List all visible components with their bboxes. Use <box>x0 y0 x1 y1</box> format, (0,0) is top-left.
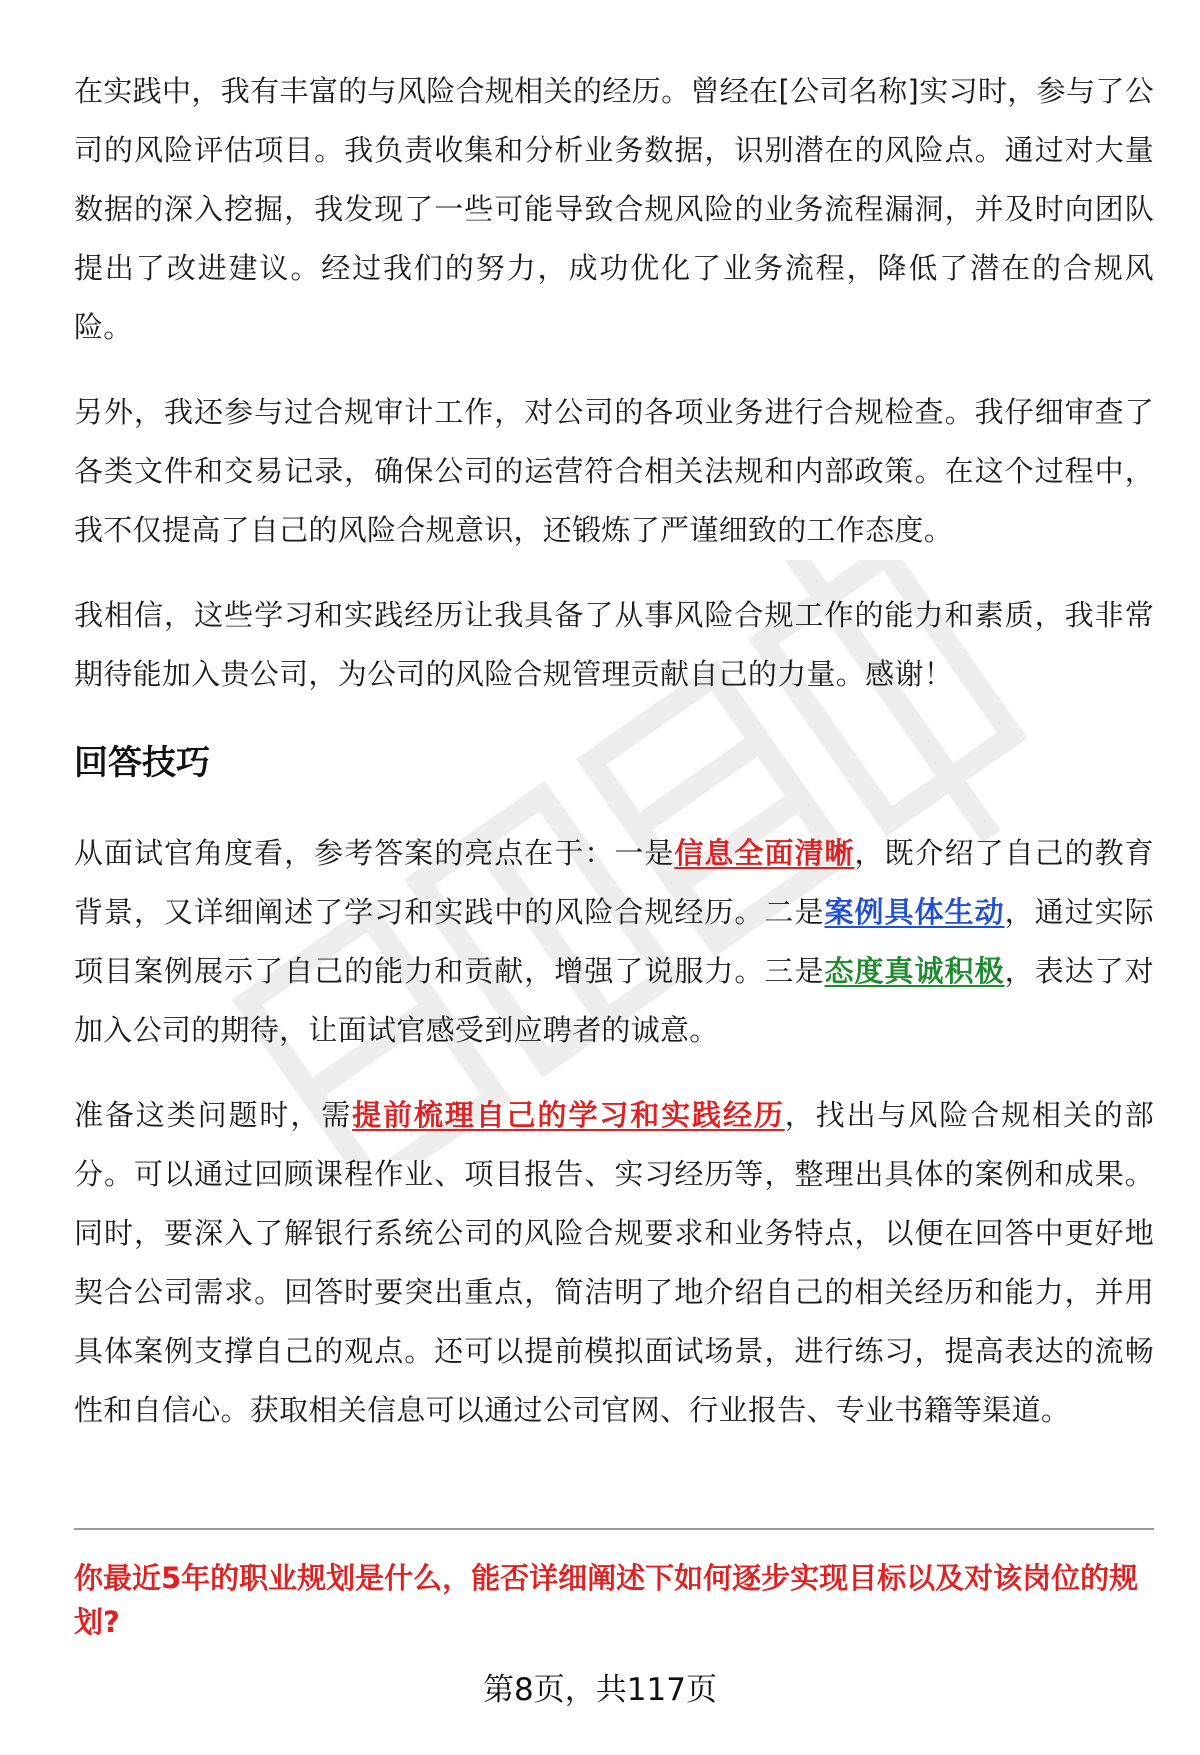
highlight-sort-experience: 提前梳理自己的学习和实践经历 <box>352 1098 785 1132</box>
paragraph-audit-experience: 另外，我还参与过合规审计工作，对公司的各项业务进行合规检查。我仔细审查了各类文件和交易记录，确保公司的运营符合相关法规和内部政策。在这个过程中，我不仅提高了自己的风险合规意识，还锻炼了严谨细致的工作态度。 <box>74 395 1154 547</box>
text-segment: ，通过实际项目案例展示了自己的能力和贡献，增强了说服力。三是 <box>74 895 1154 988</box>
highlight-info-clear: 信息全面清晰 <box>674 836 855 870</box>
text-segment: ，表达了对加入公司的期待，让面试官感受到应聘者的诚意。 <box>74 954 1154 1047</box>
paragraph-interviewer-view <box>74 824 1154 1060</box>
document-body <box>74 62 1154 1466</box>
text-segment: ，既介绍了自己的教育背景，又详细阐述了学习和实践中的风险合规经历。二是 <box>74 836 1154 929</box>
highlight-attitude-sincere: 态度真诚积极 <box>824 954 1005 988</box>
paragraph-preparation-advice <box>74 1086 1154 1440</box>
text-segment: ，找出与风险合规相关的部分。可以通过回顾课程作业、项目报告、实习经历等，整理出具体的案例和成果。同时，要深入了解银行系统公司的风险合规要求和业务特点，以便在回答中更好地契合公司需求。回答时要突出重点，简洁明了地介绍自己的相关经历和能力，并用具体案例支撑自己的观点。还可以提前模拟面试场景，进行练习，提高表达的流畅性和自信心。获取相关信息可以通过公司官网、行业报告、专业书籍等渠道。 <box>74 1098 1154 1427</box>
highlight-case-vivid: 案例具体生动 <box>824 895 1005 929</box>
paragraph-conclusion: 我相信，这些学习和实践经历让我具备了从事风险合规工作的能力和素质，我非常期待能加入贵公司，为公司的风险合规管理贡献自己的力量。感谢！ <box>74 598 1154 691</box>
section-divider <box>74 1528 1154 1530</box>
next-question-title: 你最近5年的职业规划是什么，能否详细阐述下如何逐步实现目标以及对该岗位的规划? <box>74 1561 1139 1639</box>
page-number: 第8页，共117页 <box>483 1672 717 1708</box>
paragraph-practice-experience: 在实践中，我有丰富的与风险合规相关的经历。曾经在[公司名称]实习时，参与了公司的风险评估项目。我负责收集和分析业务数据，识别潜在的风险点。通过对大量数据的深入挖掘，我发现了一些可能导致合规风险的业务流程漏洞，并及时向团队提出了改进建议。经过我们的努力，成功优化了业务流程，降低了潜在的合规风险。 <box>74 74 1154 344</box>
text-segment: 准备这类问题时，需 <box>74 1098 353 1132</box>
text-segment: 从面试官角度看，参考答案的亮点在于：一是 <box>74 836 675 870</box>
section-heading: 回答技巧 <box>74 743 210 783</box>
